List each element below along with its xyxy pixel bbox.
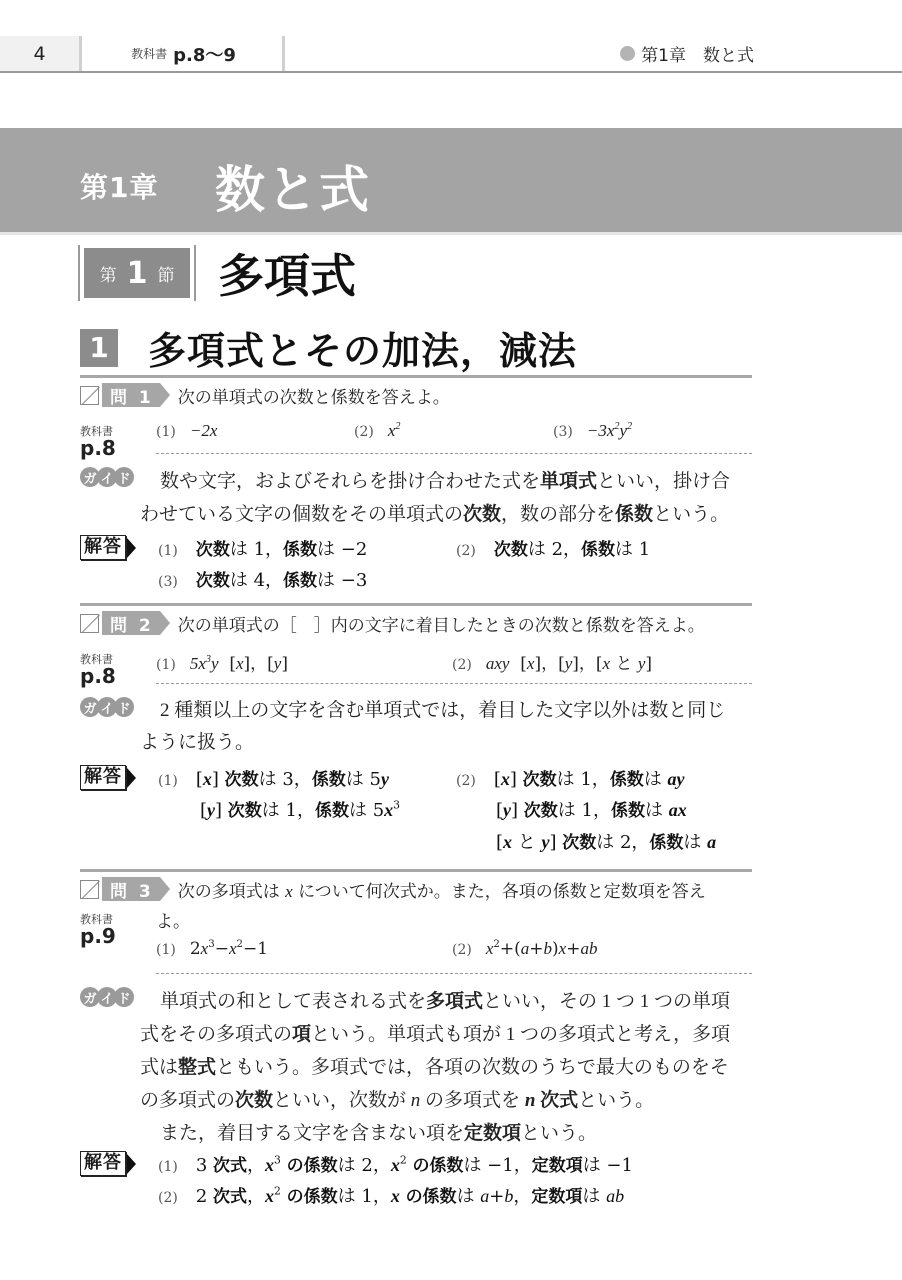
guide-badge-char: ガ xyxy=(80,987,100,1007)
answer-badge xyxy=(80,535,136,560)
answer-row: (1) 次数は 1，係数は −2 xyxy=(158,539,368,560)
problem-rule xyxy=(80,603,752,606)
subsection-title: 多項式とその加法，減法 xyxy=(148,331,578,373)
problem-question: 次の多項式は x について何次式か。また，各項の係数と定数項を答え xyxy=(177,881,706,902)
problem-item: $(3) -3x^2y^2$ xyxy=(553,420,633,440)
dashed-divider xyxy=(156,453,752,454)
textbook-pages: p.8〜9 xyxy=(173,44,236,66)
problem-question: 次の単項式の次数と係数を答えよ。 xyxy=(177,387,450,408)
subsection-number: 1 xyxy=(80,329,118,367)
problem-rule xyxy=(80,869,752,872)
guide-badge xyxy=(80,987,131,1007)
answer-row: (1) [x] 次数は 3，係数は 5y xyxy=(158,769,389,790)
answer-label: (1) xyxy=(158,773,178,789)
guide-badge xyxy=(80,697,131,717)
problem-item: (1) $5x^3y$ [x]，[y] xyxy=(156,653,288,674)
textbook-label: 教科書 xyxy=(80,913,113,926)
textbook-ref xyxy=(80,911,116,948)
item-label: (3) xyxy=(553,424,573,440)
guide-block xyxy=(80,985,752,1150)
problem-tab: 問 2 xyxy=(102,611,160,635)
answer-row: [y] 次数は 1，係数は $5x^3$ xyxy=(200,798,401,821)
answer-badge xyxy=(80,1151,136,1176)
answer-row: [x と y] 次数は 2，係数は a xyxy=(496,832,717,853)
answer-label: (1) xyxy=(158,543,178,559)
dashed-divider xyxy=(156,683,752,684)
problem-3 xyxy=(80,869,752,1207)
problem-rule xyxy=(80,375,752,378)
answer-row: (2) 2 次式，$x^2$ の係数は 1，x の係数は a+b，定数項は ab xyxy=(158,1184,625,1207)
problem-question-cont: よ。 xyxy=(156,912,190,932)
section-number-box xyxy=(84,248,190,298)
section-heading xyxy=(78,245,356,301)
arrow-right-icon xyxy=(127,1154,136,1174)
guide-text: 数や文字，およびそれらを掛け合わせた式を単項式といい，掛け合 わせている文字の個数をその単項式の次数，数の部分を係数という。 xyxy=(140,470,731,525)
section-prefix: 第 xyxy=(99,265,117,286)
textbook-ref xyxy=(80,423,116,460)
problem-1 xyxy=(80,375,752,591)
guide-line: 2 種類以上の文字を含む単項式では，着目した文字以外は数と同じ xyxy=(160,700,726,721)
answer-row: (2) [x] 次数は 1，係数は ay xyxy=(456,769,685,790)
answer-label: (2) xyxy=(158,1190,178,1206)
guide-badge-char: ガ xyxy=(80,467,100,487)
guide-badge-char: ド xyxy=(114,987,134,1007)
chapter-indicator-label: 第1章 数と式 xyxy=(641,46,754,66)
guide-line: ように扱う。 xyxy=(140,732,255,753)
dashed-divider xyxy=(156,973,752,974)
item-label: (2) xyxy=(452,657,472,673)
textbook-label: 教科書 xyxy=(131,47,168,61)
chapter-banner xyxy=(0,128,902,232)
answer-row: [y] 次数は 1，係数は ax xyxy=(496,800,687,821)
guide-block xyxy=(80,465,752,531)
section-number: 1 xyxy=(126,255,148,291)
guide-text: 単項式の和として表される式を多項式といい，その 1 つ 1 つの単項 式をその多項式の項という。単項式も項が 1 つの多項式と考え，多項 式は整式ともいう。多項式では，各項の次数のうちで最大のものをそ の多項式の次数といい，次数が n の多項式を n 次式という。 また，着目する文字を含まない項を定数項という。 xyxy=(140,990,731,1144)
chapter-indicator xyxy=(620,36,754,71)
chapter-number: 第1章 xyxy=(80,171,159,204)
item-label: (2) xyxy=(452,942,472,958)
item-label: (1) xyxy=(156,424,176,440)
bullet-dot-icon xyxy=(620,46,635,61)
chapter-title: 数と式 xyxy=(215,162,371,218)
answer-row: (2) 次数は 2，係数は 1 xyxy=(456,539,651,560)
answer-badge-label: 解答 xyxy=(80,535,126,560)
checkbox-icon[interactable] xyxy=(80,386,99,405)
answer-row: (1) 3 次式，$x^3$ の係数は 2，$x^2$ の係数は −1，定数項は −1 xyxy=(158,1153,633,1176)
answer-row: (3) 次数は 4，係数は −3 xyxy=(158,570,368,591)
problem-item: (1) $2x^3-x^2-1$ xyxy=(156,938,269,959)
textbook-page: p.8 xyxy=(80,436,116,460)
problem-header xyxy=(80,876,752,902)
guide-text xyxy=(80,695,752,759)
textbook-label: 教科書 xyxy=(80,425,113,438)
textbook-page: p.8 xyxy=(80,664,116,688)
guide-block xyxy=(80,695,752,759)
section-title: 多項式 xyxy=(218,251,356,302)
guide-badge-char: イ xyxy=(97,987,117,1007)
problem-2 xyxy=(80,603,752,853)
answer-label: (3) xyxy=(158,574,178,590)
answer-label: (1) xyxy=(158,1159,178,1175)
textbook-label: 教科書 xyxy=(80,653,113,666)
answer-badge-label: 解答 xyxy=(80,765,126,790)
problem-item: (2) axy [x]，[y]，[x と y] xyxy=(452,654,653,674)
textbook-page: p.9 xyxy=(80,924,116,948)
item-label: (2) xyxy=(354,424,374,440)
guide-badge-char: ド xyxy=(114,467,134,487)
problem-tab: 問 1 xyxy=(102,383,160,407)
guide-badge xyxy=(80,467,131,487)
problem-header xyxy=(80,610,752,636)
problem-header xyxy=(80,382,752,408)
header-rule xyxy=(0,71,902,73)
arrow-right-icon xyxy=(127,538,136,558)
page-number: 4 xyxy=(0,36,82,71)
answer-label: (2) xyxy=(456,543,476,559)
textbook-ref xyxy=(80,651,116,688)
section-suffix: 節 xyxy=(157,265,175,286)
arrow-right-icon xyxy=(127,768,136,788)
guide-badge-char: イ xyxy=(97,467,117,487)
problem-item: (2) $x^2$ xyxy=(354,420,401,440)
checkbox-icon[interactable] xyxy=(80,880,99,899)
problem-tab: 問 3 xyxy=(102,877,160,901)
answer-label: (2) xyxy=(456,773,476,789)
item-label: (1) xyxy=(156,942,176,958)
answer-badge-label: 解答 xyxy=(80,1151,126,1176)
section-number-frame xyxy=(78,245,196,301)
item-label: (1) xyxy=(156,657,176,673)
running-header xyxy=(0,36,902,73)
guide-badge-char: イ xyxy=(97,697,117,717)
guide-badge-char: ド xyxy=(114,697,134,717)
problem-question: 次の単項式の［ ］内の文字に着目したときの次数と係数を答えよ。 xyxy=(177,615,705,636)
textbook-page-ref xyxy=(85,36,285,71)
problem-item: (2) $x^2+(a+b)x+ab$ xyxy=(452,938,598,959)
problem-item: (1) −2x xyxy=(156,421,218,440)
answer-badge xyxy=(80,765,136,790)
guide-badge-char: ガ xyxy=(80,697,100,717)
checkbox-icon[interactable] xyxy=(80,614,99,633)
subsection-heading xyxy=(80,320,577,375)
